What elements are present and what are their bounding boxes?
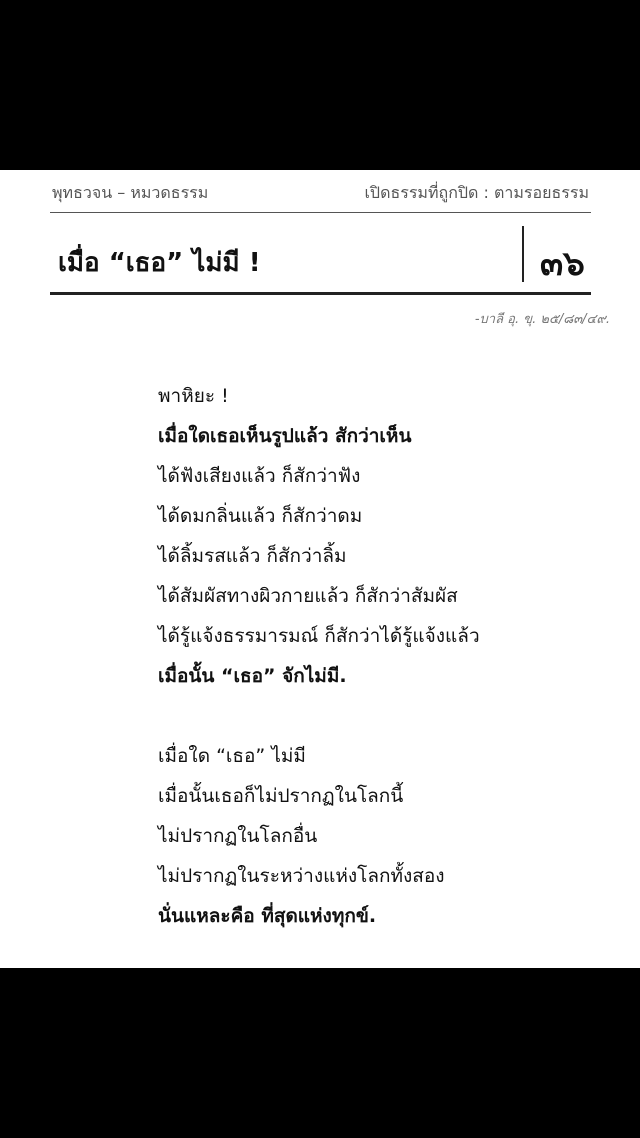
verse-line: เมื่อใด “เธอ” ไม่มี xyxy=(158,745,306,767)
header-series-title: เปิดธรรมที่ถูกปิด : ตามรอยธรรม xyxy=(364,183,589,202)
verse-line: พาหิยะ ! xyxy=(158,385,229,407)
verse-line: ได้ฟังเสียงแล้ว ก็สักว่าฟัง xyxy=(158,465,361,487)
chapter-heading xyxy=(50,216,591,295)
verse-line: เมื่อนั้น “เธอ” จักไม่มี. xyxy=(158,665,347,687)
verse-line: ไม่ปรากฏในโลกอื่น xyxy=(158,825,318,847)
scripture-text xyxy=(158,376,480,936)
verse-line: ไม่ปรากฏในระหว่างแห่งโลกทั้งสอง xyxy=(158,865,445,887)
running-header xyxy=(50,184,591,213)
verse-line: เมื่อใดเธอเห็นรูปแล้ว สักว่าเห็น xyxy=(158,425,412,447)
chapter-number: ๓๖ xyxy=(540,244,585,284)
book-page xyxy=(0,170,640,968)
verse-line: ได้ลิ้มรสแล้ว ก็สักว่าลิ้ม xyxy=(158,545,347,567)
header-book-title: พุทธวจน – หมวดธรรม xyxy=(52,183,209,202)
verse-line: ได้สัมผัสทางผิวกายแล้ว ก็สักว่าสัมผัส xyxy=(158,585,458,607)
source-reference: -บาลี อุ. ขุ. ๒๕/๘๓/๔๙. xyxy=(474,312,610,327)
verse-line: ได้ดมกลิ่นแล้ว ก็สักว่าดม xyxy=(158,505,363,527)
chapter-title: เมื่อ “เธอ” ไม่มี ! xyxy=(58,248,261,278)
verse-line: นั่นแหละคือ ที่สุดแห่งทุกข์. xyxy=(158,905,377,927)
verse-line: เมื่อนั้นเธอก็ไม่ปรากฏในโลกนี้ xyxy=(158,785,404,807)
stanza-gap xyxy=(158,696,480,736)
verse-line: ได้รู้แจ้งธรรมารมณ์ ก็สักว่าได้รู้แจ้งแล้ว xyxy=(158,625,480,647)
title-divider xyxy=(522,226,524,282)
